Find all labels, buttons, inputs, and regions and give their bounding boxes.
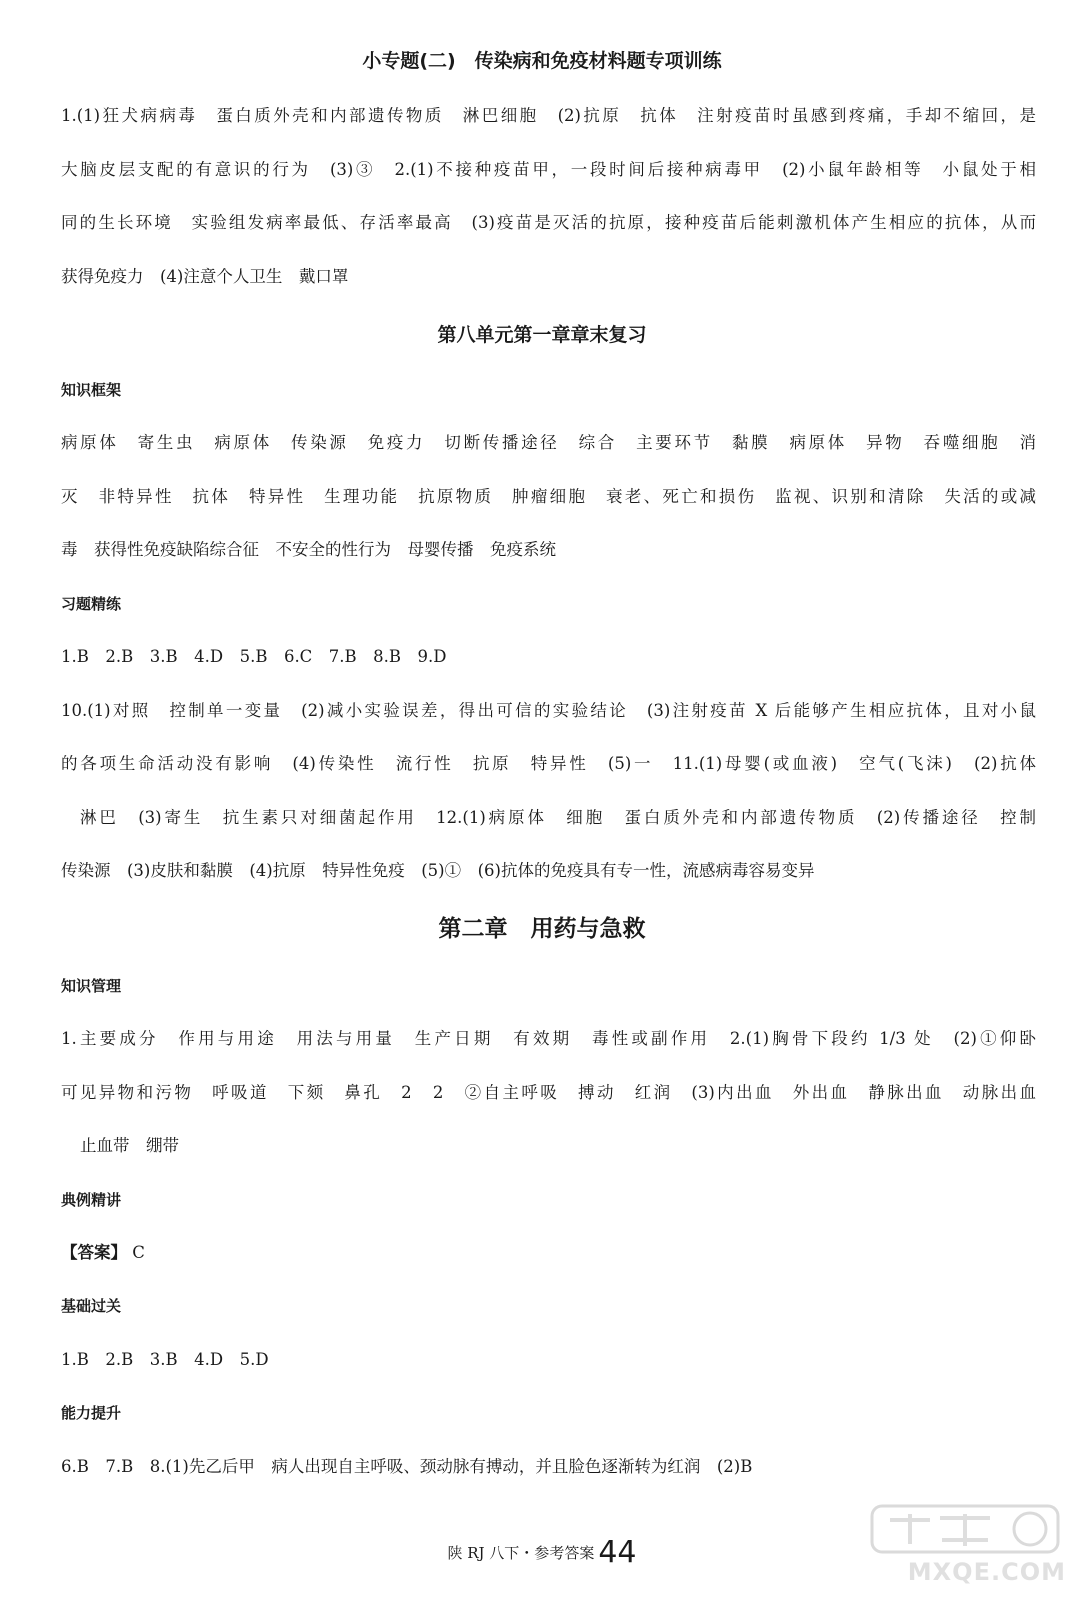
framework-line: 灭 非特异性 抗体 特异性 生理功能 抗原物质 肿瘤细胞 衰老、死亡和损伤 监视、识别和清除 失活的或减 — [61, 487, 1036, 506]
label-basic: 基础过关 — [61, 1297, 122, 1315]
framework-line: 毒 获得性免疫缺陷综合征 不安全的性行为 母婴传播 免疫系统 — [61, 540, 556, 559]
section-title-chapter-review: 第八单元第一章章末复习 — [437, 324, 647, 346]
label-knowledge-framework: 知识框架 — [61, 381, 122, 399]
exercise-line: 传染源 (3)皮肤和黏膜 (4)抗原 特异性免疫 (5)① (6)抗体的免疫具有专一性，流感病毒容易变异 — [61, 861, 815, 880]
example-answer — [61, 1245, 1036, 1262]
page-number: 44 — [598, 1535, 637, 1570]
exercise-line: 10.(1)对照 控制单一变量 (2)减小实验误差，得出可信的实验结论 (3)注射疫苗 X 后能够产生相应抗体，且对小鼠 — [61, 701, 1036, 720]
basic-line: 1.B 2.B 3.B 4.D 5.D — [61, 1350, 269, 1369]
answer-line: 同的生长环境 实验组发病率最低、存活率最高 (3)疫苗是灭活的抗原，接种疫苗后能刺激机体产生相应的抗体，从而 — [61, 213, 1036, 232]
answer-tag: 【答案】 — [61, 1243, 127, 1262]
exercise-line: 的各项生命活动没有影响 (4)传染性 流行性 抗原 特异性 (5)一 11.(1)母婴(或血液) 空气(飞沫) (2)抗体 — [61, 754, 1036, 773]
exercise-line: 淋巴 (3)寄生 抗生素只对细菌起作用 12.(1)病原体 细胞 蛋白质外壳和内部遗传物质 (2)传播途径 控制 — [80, 808, 1036, 827]
knowledge-line: 止血带 绷带 — [80, 1136, 179, 1155]
label-knowledge-management: 知识管理 — [61, 977, 122, 995]
ability-line: 6.B 7.B 8.(1)先乙后甲 病人出现自主呼吸、颈动脉有搏动，并且脸色逐渐转为红润 (2)B — [61, 1457, 753, 1476]
knowledge-line: 1.主要成分 作用与用途 用法与用量 生产日期 有效期 毒性或副作用 2.(1)胸骨下段约 1/3 处 (2)①仰卧 — [61, 1029, 1036, 1048]
section-title-medication-first-aid: 第二章 用药与急救 — [438, 916, 646, 942]
label-exercise: 习题精练 — [61, 595, 122, 613]
answer-value: C — [132, 1243, 145, 1262]
answer-line: 大脑皮层支配的有意识的行为 (3)③ 2.(1)不接种疫苗甲，一段时间后接种病毒甲 (2)小鼠年龄相等 小鼠处于相 — [61, 160, 1036, 179]
watermark — [866, 1500, 1066, 1590]
answer-line: 获得免疫力 (4)注意个人卫生 戴口罩 — [61, 267, 349, 286]
watermark-text: MXQE.COM — [907, 1558, 1066, 1586]
answer-line: 1.(1)狂犬病病毒 蛋白质外壳和内部遗传物质 淋巴细胞 (2)抗原 抗体 注射疫苗时虽感到疼痛，手却不缩回，是 — [61, 106, 1036, 125]
footer-text: 陕 RJ 八下・参考答案 — [447, 1544, 595, 1562]
label-example: 典例精讲 — [61, 1191, 122, 1209]
watermark-logo-icon — [870, 1500, 1060, 1558]
section-title-special-topic: 小专题(二) 传染病和免疫材料题专项训练 — [362, 50, 722, 72]
label-ability: 能力提升 — [61, 1404, 122, 1422]
exercise-line: 1.B 2.B 3.B 4.D 5.B 6.C 7.B 8.B 9.D — [61, 647, 447, 666]
knowledge-line: 可见异物和污物 呼吸道 下颏 鼻孔 2 2 ②自主呼吸 搏动 红润 (3)内出血 外出血 静脉出血 动脉出血 — [61, 1083, 1036, 1102]
framework-line: 病原体 寄生虫 病原体 传染源 免疫力 切断传播途径 综合 主要环节 黏膜 病原体 异物 吞噬细胞 消 — [61, 433, 1036, 452]
